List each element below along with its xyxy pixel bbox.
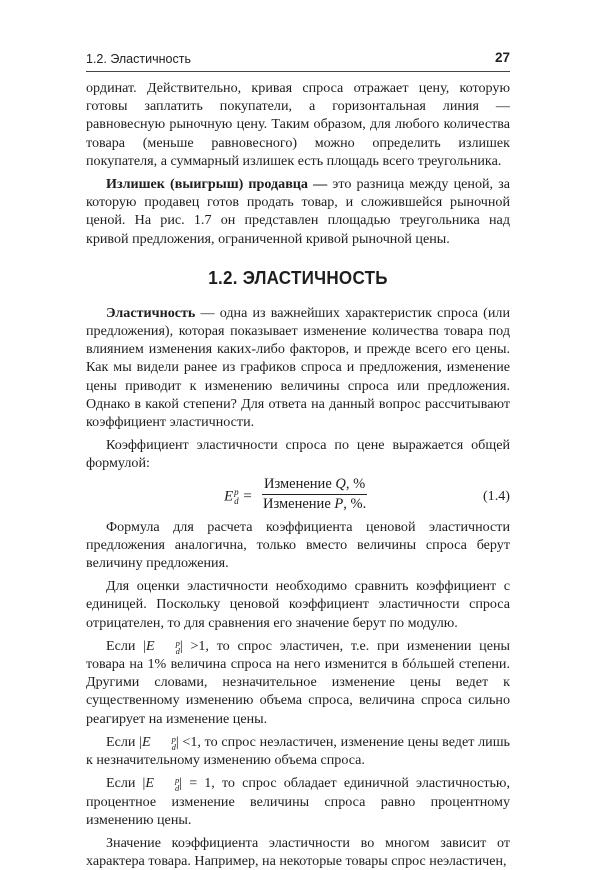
paragraph-elasticity-definition: [86, 304, 510, 431]
elasticity-formula: [86, 476, 510, 518]
paragraph-compare-unity: Для оценки эластичности необходимо сравнить коэффициент с единицей. Поскольку ценовой коэффициент эластичности спроса отрицателен, то для сравнения его значение берут по модулю.: [86, 578, 510, 631]
section-heading: 1.2. ЭЛАСТИЧНОСТЬ: [208, 266, 388, 288]
paragraph-formula-intro: Коэффициент эластичности спроса по цене выражается общей формулой:: [86, 437, 510, 472]
page-number: 27: [494, 50, 510, 65]
paragraph-supply-formula: Формула для расчета коэффициента ценовой эластичности предложения аналогична, только вместо величины спроса берут величину предложения.: [86, 518, 510, 572]
producer-surplus-text: это разница между ценой, за которую продавец готов продать товар, и сложившейся рыночной ценой. На рис. 1.7 он представлен площадью треугольника над кривой предложения, ограниченной кривой рыночной цены.: [86, 176, 510, 247]
equation-number: (1.4): [482, 487, 510, 504]
abs-coefficient: E p d: [145, 775, 180, 794]
elasticity-definition-text: — одна из важнейших характеристик спроса (или предложения), которая показывает изменение количества товара под влиянием изменения каких-либо факторов, и прежде всего его цены. Как мы видели ранее из графиков спроса и предложения, изменение цены приводит к изменению величины спроса или предложения. Однако в какой степени? Для ответа на данный вопрос рассчитывают коэффициент эластичности.: [86, 304, 510, 431]
term-producer-surplus: Излишек (выигрыш) продавца —: [106, 176, 328, 193]
formula-numerator: Изменение Q, %: [262, 476, 367, 495]
header-rule: [86, 71, 510, 72]
running-header-section: 1.2. Эластичность: [86, 52, 191, 66]
abs-coefficient: E p d: [142, 733, 176, 752]
paragraph-coefficient-value: Значение коэффициента эластичности во многом зависит от характера товара. Например, на некоторые товары спрос неэластичен,: [86, 834, 510, 870]
formula-denominator: Изменение P, %.: [263, 495, 367, 512]
paragraph-inelastic-case: Если |E p d | <1, то спрос неэластичен, изменение цены ведет лишь к незначительному изменению объема спроса.: [86, 733, 510, 769]
paragraph-elastic-case: Если |E p d | >1, то спрос эластичен, т.е. при изменении цены товара на 1% величина спроса на него изменится в бóльшей степени. Другими словами, незначительное изменение цены ведет к существенному изменению объема спроса, величина спроса сильно реагирует на изменение цены.: [86, 637, 510, 727]
formula-fraction: [262, 476, 367, 513]
formula-period: .: [362, 495, 367, 512]
paragraph-producer-surplus: [86, 175, 510, 248]
paragraph-consumer-surplus: ординат. Действительно, кривая спроса отражает цену, которую готовы заплатить покупатели, а горизонтальная линия — равновесную рыночную цену. Таким образом, для любого количества товара (меньше равновесного) можно определить излишек покупателя, а суммарный излишек есть площадь всего треугольника.: [86, 80, 510, 169]
paragraph-unit-elastic-case: Если |E p d | = 1, то спрос обладает единичной эластичностью, процентное изменение величины спроса равно процентному изменению цены.: [86, 775, 510, 828]
formula-lhs: E p d =: [224, 486, 253, 506]
page-body: [86, 79, 510, 870]
formula-superscript: p: [234, 486, 239, 497]
term-elasticity: Эластичность: [106, 304, 196, 321]
formula-symbol: E: [224, 488, 234, 505]
formula-subscript: d: [234, 495, 239, 506]
running-header: [86, 50, 510, 70]
abs-coefficient: E p d: [146, 637, 180, 656]
